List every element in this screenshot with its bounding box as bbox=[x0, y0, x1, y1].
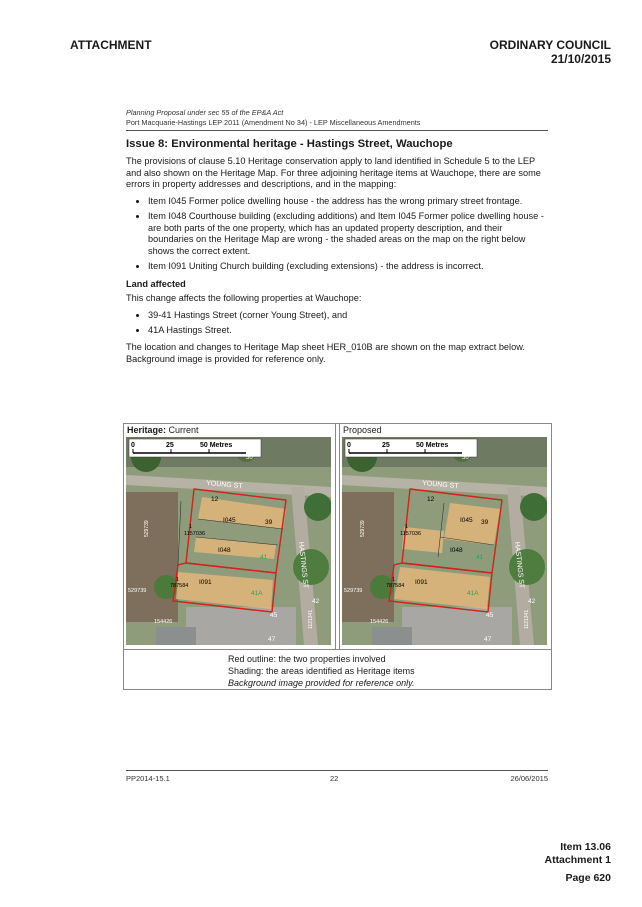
svg-text:41: 41 bbox=[476, 554, 484, 561]
svg-text:787584: 787584 bbox=[170, 583, 189, 589]
svg-text:YOUNG ST: YOUNG ST bbox=[205, 480, 243, 491]
heritage-map-proposed bbox=[342, 437, 547, 645]
document-body bbox=[126, 108, 548, 371]
heritage-map-figure bbox=[123, 423, 552, 690]
svg-text:1157036: 1157036 bbox=[400, 531, 422, 537]
svg-text:529739: 529739 bbox=[360, 520, 366, 537]
svg-text:HASTINGS ST: HASTINGS ST bbox=[297, 541, 309, 589]
svg-text:12: 12 bbox=[427, 496, 435, 503]
footer-date: 26/06/2015 bbox=[510, 774, 548, 783]
issue-bullets bbox=[126, 196, 548, 272]
land-list bbox=[126, 310, 548, 336]
map-panel-proposed bbox=[339, 424, 551, 649]
svg-text:HASTINGS ST: HASTINGS ST bbox=[513, 541, 525, 589]
svg-text:50: 50 bbox=[246, 455, 253, 461]
svg-text:154426: 154426 bbox=[154, 619, 173, 625]
svg-text:I091: I091 bbox=[199, 579, 212, 586]
svg-text:25: 25 bbox=[166, 442, 174, 449]
svg-text:1121341: 1121341 bbox=[524, 609, 530, 629]
doc-subtitle-amendment: Port Macquarie-Hastings LEP 2011 (Amendment No 34) - LEP Miscellaneous Amendments bbox=[126, 118, 421, 127]
header-council-title: ORDINARY COUNCIL bbox=[489, 38, 611, 52]
svg-text:I045: I045 bbox=[460, 517, 473, 524]
svg-text:45: 45 bbox=[486, 612, 494, 619]
svg-text:42: 42 bbox=[312, 598, 320, 605]
caption-background: Background image provided for reference only. bbox=[228, 678, 415, 688]
list-item: • Item I048 Courthouse building (excluding additions) and Item I045 Former police dwelling house - are both parts of the one property, which has an updated property description, and their boundaries on the Heritage Map are wrong - the shaded areas on the map on the right below shows the correct extent. bbox=[148, 211, 548, 258]
list-item: • 39-41 Hastings Street (corner Young Street), and bbox=[148, 310, 548, 322]
svg-text:1121341: 1121341 bbox=[308, 609, 314, 629]
svg-text:I048: I048 bbox=[450, 547, 463, 554]
svg-text:I048: I048 bbox=[218, 547, 231, 554]
doc-subtitle: Planning Proposal under sec 55 of the EP&A Act bbox=[126, 108, 284, 117]
svg-text:0: 0 bbox=[131, 442, 135, 449]
svg-text:50 Metres: 50 Metres bbox=[200, 442, 233, 449]
caption-shading: Shading: the areas identified as Heritage items bbox=[228, 666, 415, 676]
land-intro: This change affects the following properties at Wauchope: bbox=[126, 293, 362, 304]
attachment-number: Attachment 1 bbox=[544, 854, 611, 866]
panel-title-current: Heritage: Current bbox=[127, 425, 199, 435]
list-item: • 41A Hastings Street. bbox=[148, 325, 548, 337]
header-council bbox=[490, 38, 611, 66]
svg-text:1: 1 bbox=[176, 577, 180, 583]
footer-page-number: 22 bbox=[330, 774, 339, 783]
svg-text:47: 47 bbox=[268, 636, 276, 643]
svg-text:12: 12 bbox=[211, 496, 219, 503]
svg-text:41A: 41A bbox=[467, 590, 479, 597]
issue-title: Issue 8: Environmental heritage - Hastings Street, Wauchope bbox=[126, 138, 453, 150]
header-date: 21/10/2015 bbox=[550, 52, 611, 66]
page-number: Page 620 bbox=[565, 872, 611, 884]
svg-text:529739: 529739 bbox=[144, 520, 150, 537]
footer-ref: PP2014-15.1 bbox=[126, 774, 170, 783]
svg-text:42: 42 bbox=[528, 598, 536, 605]
svg-text:154426: 154426 bbox=[370, 619, 389, 625]
svg-text:529739: 529739 bbox=[344, 588, 363, 594]
page-footer bbox=[126, 770, 548, 783]
svg-text:787584: 787584 bbox=[386, 583, 405, 589]
svg-text:YOUNG ST: YOUNG ST bbox=[421, 480, 459, 491]
list-item: • Item I091 Uniting Church building (excluding extensions) - the address is incorrect. bbox=[148, 261, 548, 273]
svg-text:45: 45 bbox=[270, 612, 278, 619]
svg-text:50 Metres: 50 Metres bbox=[416, 442, 449, 449]
svg-text:I045: I045 bbox=[223, 517, 236, 524]
svg-text:47: 47 bbox=[484, 636, 492, 643]
svg-text:41A: 41A bbox=[251, 590, 263, 597]
intro-paragraph: The provisions of clause 5.10 Heritage conservation apply to land identified in Schedule 5 to the LEP and also shown on the Heritage Map. For three adjoining heritage items at Wauchope, there are some errors in property addresses and descriptions, and in the mapping: bbox=[126, 156, 541, 190]
figure-caption bbox=[124, 649, 551, 690]
svg-text:39: 39 bbox=[481, 519, 489, 526]
svg-text:1: 1 bbox=[189, 524, 193, 530]
svg-text:41: 41 bbox=[260, 554, 268, 561]
heritage-map-current bbox=[126, 437, 331, 645]
svg-text:50: 50 bbox=[462, 455, 469, 461]
svg-text:I091: I091 bbox=[415, 579, 428, 586]
divider bbox=[126, 130, 548, 131]
caption-red-outline: Red outline: the two properties involved bbox=[228, 654, 386, 664]
svg-text:1: 1 bbox=[405, 524, 409, 530]
list-item: • Item I045 Former police dwelling house - the address has the wrong primary street frontage. bbox=[148, 196, 548, 208]
header-attachment: ATTACHMENT bbox=[70, 38, 152, 52]
svg-text:529739: 529739 bbox=[128, 588, 147, 594]
land-affected-heading: Land affected bbox=[126, 279, 186, 290]
svg-text:25: 25 bbox=[382, 442, 390, 449]
panel-title-proposed: Proposed bbox=[343, 425, 382, 435]
svg-text:0: 0 bbox=[347, 442, 351, 449]
svg-text:39: 39 bbox=[265, 519, 273, 526]
item-number: Item 13.06 bbox=[560, 841, 611, 853]
location-paragraph: The location and changes to Heritage Map sheet HER_010B are shown on the map extract below. Background image is provided for reference only. bbox=[126, 342, 525, 365]
svg-text:1: 1 bbox=[392, 577, 396, 583]
svg-text:1157036: 1157036 bbox=[184, 531, 206, 537]
map-panel-current bbox=[124, 424, 336, 649]
